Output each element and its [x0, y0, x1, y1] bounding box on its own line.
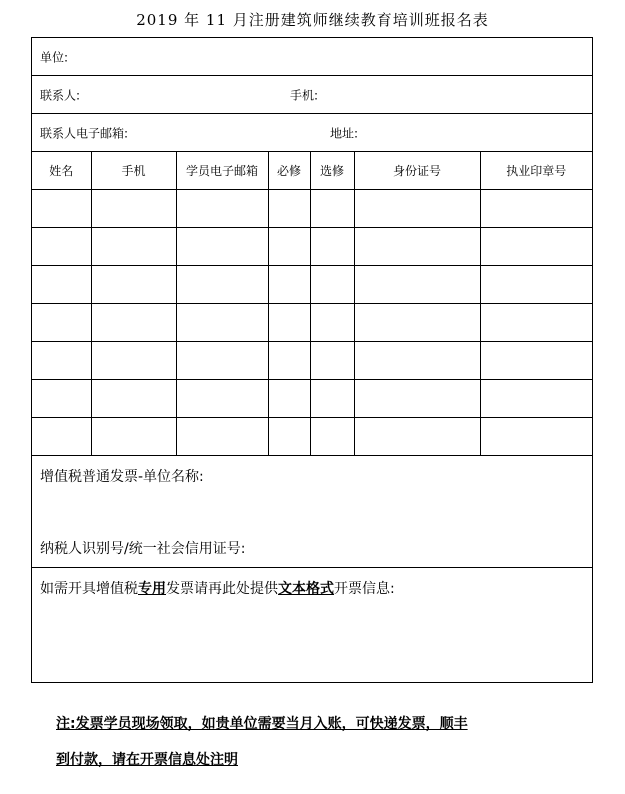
table-cell: [310, 418, 354, 456]
column-header-id-number: 身份证号: [354, 152, 480, 190]
table-cell: [32, 304, 91, 342]
unit-row: [32, 38, 592, 76]
table-cell: [480, 380, 592, 418]
table-cell: [310, 228, 354, 266]
table-cell: [354, 418, 480, 456]
invoice-section: [32, 456, 592, 568]
table-cell: [480, 190, 592, 228]
table-cell: [176, 190, 268, 228]
table-cell: [310, 342, 354, 380]
table-cell: [480, 418, 592, 456]
table-row: [32, 304, 592, 342]
address-label: 地址:: [330, 126, 359, 140]
table-row: [32, 342, 592, 380]
column-header-name: 姓名: [32, 152, 91, 190]
table-cell: [354, 380, 480, 418]
table-body: [32, 190, 592, 456]
table-cell: [480, 342, 592, 380]
table-cell: [32, 418, 91, 456]
table-cell: [310, 190, 354, 228]
special-invoice-text-part3: 发票请再此处提供: [166, 581, 278, 597]
student-table: [32, 152, 592, 456]
form-title: 2019 年 11 月注册建筑师继续教育培训班报名表: [136, 11, 489, 29]
table-cell: [354, 228, 480, 266]
table-cell: [176, 380, 268, 418]
table-cell: [32, 228, 91, 266]
table-cell: [268, 418, 310, 456]
table-row: [32, 418, 592, 456]
column-header-required: 必修: [268, 152, 310, 190]
table-cell: [32, 190, 91, 228]
footer-note: [56, 706, 576, 778]
special-invoice-text-emphasis-format: 文本格式: [278, 581, 334, 597]
column-header-elective: 选修: [310, 152, 354, 190]
contact-row: [32, 76, 592, 114]
special-invoice-text: [40, 578, 395, 598]
table-row: [32, 190, 592, 228]
table-cell: [91, 380, 176, 418]
column-header-seal-number: 执业印章号: [480, 152, 592, 190]
footer-note-line2: 到付款，请在开票信息处注明: [56, 752, 238, 768]
table-row: [32, 266, 592, 304]
table-cell: [310, 380, 354, 418]
table-cell: [91, 190, 176, 228]
table-cell: [268, 380, 310, 418]
contact-email-label: 联系人电子邮箱:: [40, 126, 129, 140]
table-cell: [91, 342, 176, 380]
footer-note-line1: 注:发票学员现场领取，如贵单位需要当月入账，可快递发票，顺丰: [56, 716, 468, 732]
contact-label: 联系人:: [40, 88, 81, 102]
table-cell: [354, 304, 480, 342]
table-cell: [268, 190, 310, 228]
table-row: [32, 228, 592, 266]
table-cell: [91, 304, 176, 342]
table-cell: [310, 266, 354, 304]
registration-form: [31, 37, 593, 683]
table-cell: [91, 266, 176, 304]
table-cell: [176, 266, 268, 304]
table-cell: [32, 380, 91, 418]
table-row: [32, 380, 592, 418]
special-invoice-text-emphasis-special: 专用: [138, 581, 166, 597]
table-header-row: [32, 152, 592, 190]
email-address-row: [32, 114, 592, 152]
table-cell: [480, 304, 592, 342]
table-cell: [480, 266, 592, 304]
table-cell: [91, 228, 176, 266]
table-cell: [32, 266, 91, 304]
table-cell: [176, 418, 268, 456]
table-cell: [310, 304, 354, 342]
column-header-student-email: 学员电子邮箱: [176, 152, 268, 190]
table-cell: [32, 342, 91, 380]
table-cell: [176, 228, 268, 266]
special-invoice-text-part5: 开票信息:: [334, 581, 395, 597]
unit-label: 单位:: [40, 50, 69, 64]
column-header-phone: 手机: [91, 152, 176, 190]
table-cell: [268, 228, 310, 266]
special-invoice-section: [32, 568, 592, 682]
table-cell: [268, 266, 310, 304]
table-cell: [91, 418, 176, 456]
table-cell: [354, 266, 480, 304]
table-cell: [354, 190, 480, 228]
phone-label: 手机:: [290, 88, 319, 102]
taxpayer-id-label: 纳税人识别号/统一社会信用证号:: [40, 541, 246, 557]
invoice-unit-label: 增值税普通发票-单位名称:: [40, 469, 204, 485]
table-cell: [354, 342, 480, 380]
special-invoice-text-part1: 如需开具增值税: [40, 581, 138, 597]
table-cell: [268, 304, 310, 342]
table-cell: [176, 342, 268, 380]
table-cell: [480, 228, 592, 266]
table-cell: [268, 342, 310, 380]
table-cell: [176, 304, 268, 342]
